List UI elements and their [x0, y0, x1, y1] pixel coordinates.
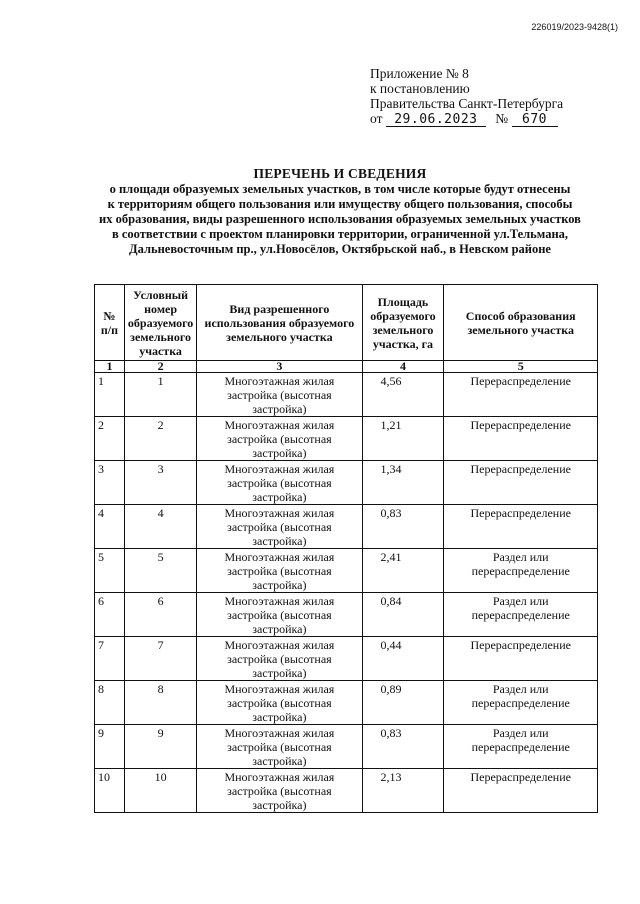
plot-area: 1,34 — [362, 461, 444, 505]
appendix-line-2: к постановлению — [370, 81, 470, 96]
column-number: 5 — [444, 361, 598, 373]
plot-area: 2,13 — [362, 769, 444, 813]
plot-area: 0,83 — [362, 505, 444, 549]
header-cell: Способ образования земельного участка — [444, 285, 598, 361]
table-row — [95, 681, 598, 725]
subtitle-line: к территориям общего пользования или имуществу общего пользования, способы — [107, 197, 573, 211]
resolution-date: 29.06.2023 — [386, 113, 486, 127]
row-index: 1 — [95, 373, 125, 417]
header-cell: Площадь образуемого земельного участка, га — [362, 285, 444, 361]
table-row — [95, 593, 598, 637]
plot-area: 1,21 — [362, 417, 444, 461]
document-registration-number: 226019/2023-9428(1) — [531, 22, 618, 32]
table-row — [95, 505, 598, 549]
page-title: ПЕРЕЧЕНЬ И СВЕДЕНИЯ — [253, 166, 427, 181]
row-index: 3 — [95, 461, 125, 505]
plot-area: 2,41 — [362, 549, 444, 593]
plot-number: 9 — [124, 725, 196, 769]
formation-method: Раздел или перераспределение — [444, 681, 598, 725]
subtitle-line: Дальневосточным пр., ул.Новосёлов, Октябрьской наб., в Невском районе — [129, 242, 551, 256]
table-row — [95, 461, 598, 505]
appendix-line-3: Правительства Санкт-Петербурга — [370, 96, 564, 111]
row-index: 4 — [95, 505, 125, 549]
formation-method: Перераспределение — [444, 461, 598, 505]
row-index: 9 — [95, 725, 125, 769]
plot-area: 0,44 — [362, 637, 444, 681]
permitted-use: Многоэтажная жилая застройка (высотная застройка) — [197, 769, 362, 813]
subtitle-line: их образования, виды разрешенного использования образуемых земельных участков — [99, 212, 581, 226]
formation-method: Раздел или перераспределение — [444, 593, 598, 637]
number-label: № — [495, 111, 509, 126]
permitted-use: Многоэтажная жилая застройка (высотная застройка) — [197, 593, 362, 637]
appendix-date-line — [370, 111, 563, 127]
column-number: 3 — [197, 361, 362, 373]
permitted-use: Многоэтажная жилая застройка (высотная застройка) — [197, 725, 362, 769]
plot-number: 3 — [124, 461, 196, 505]
permitted-use: Многоэтажная жилая застройка (высотная застройка) — [197, 417, 362, 461]
column-number: 4 — [362, 361, 444, 373]
plot-area: 0,89 — [362, 681, 444, 725]
row-index: 5 — [95, 549, 125, 593]
permitted-use: Многоэтажная жилая застройка (высотная застройка) — [197, 505, 362, 549]
row-index: 7 — [95, 637, 125, 681]
plot-number: 2 — [124, 417, 196, 461]
land-plots-table — [94, 284, 598, 813]
resolution-number: 670 — [512, 113, 558, 127]
formation-method: Перераспределение — [444, 637, 598, 681]
subtitle-line: в соответствии с проектом планировки территории, ограниченной ул.Тельмана, — [111, 227, 569, 241]
plot-area: 0,84 — [362, 593, 444, 637]
from-label: от — [370, 111, 383, 126]
plot-number: 6 — [124, 593, 196, 637]
formation-method: Раздел или перераспределение — [444, 725, 598, 769]
permitted-use: Многоэтажная жилая застройка (высотная застройка) — [197, 637, 362, 681]
permitted-use: Многоэтажная жилая застройка (высотная застройка) — [197, 549, 362, 593]
permitted-use: Многоэтажная жилая застройка (высотная застройка) — [197, 461, 362, 505]
plot-number: 5 — [124, 549, 196, 593]
header-cell: Условный номер образуемого земельного участка — [124, 285, 196, 361]
plot-number: 7 — [124, 637, 196, 681]
plot-area: 0,83 — [362, 725, 444, 769]
row-index: 2 — [95, 417, 125, 461]
plot-area: 4,56 — [362, 373, 444, 417]
table-row — [95, 373, 598, 417]
formation-method: Перераспределение — [444, 769, 598, 813]
table-row — [95, 769, 598, 813]
subtitle-line: о площади образуемых земельных участков, в том числе которые будут отнесены — [109, 182, 571, 196]
column-number-row — [95, 361, 598, 373]
appendix-block — [370, 66, 563, 127]
table-row — [95, 725, 598, 769]
table-header-row — [95, 285, 598, 361]
row-index: 10 — [95, 769, 125, 813]
header-cell: Вид разрешенного использования образуемого земельного участка — [197, 285, 362, 361]
permitted-use: Многоэтажная жилая застройка (высотная застройка) — [197, 681, 362, 725]
column-number: 2 — [124, 361, 196, 373]
plot-number: 10 — [124, 769, 196, 813]
plot-number: 1 — [124, 373, 196, 417]
plot-number: 4 — [124, 505, 196, 549]
page-subtitle — [60, 182, 620, 257]
formation-method: Перераспределение — [444, 417, 598, 461]
header-cell: № п/п — [95, 285, 125, 361]
table-row — [95, 637, 598, 681]
permitted-use: Многоэтажная жилая застройка (высотная застройка) — [197, 373, 362, 417]
formation-method: Перераспределение — [444, 373, 598, 417]
row-index: 8 — [95, 681, 125, 725]
table-row — [95, 417, 598, 461]
column-number: 1 — [95, 361, 125, 373]
formation-method: Раздел или перераспределение — [444, 549, 598, 593]
appendix-line-1: Приложение № 8 — [370, 66, 469, 81]
plot-number: 8 — [124, 681, 196, 725]
row-index: 6 — [95, 593, 125, 637]
formation-method: Перераспределение — [444, 505, 598, 549]
table-row — [95, 549, 598, 593]
